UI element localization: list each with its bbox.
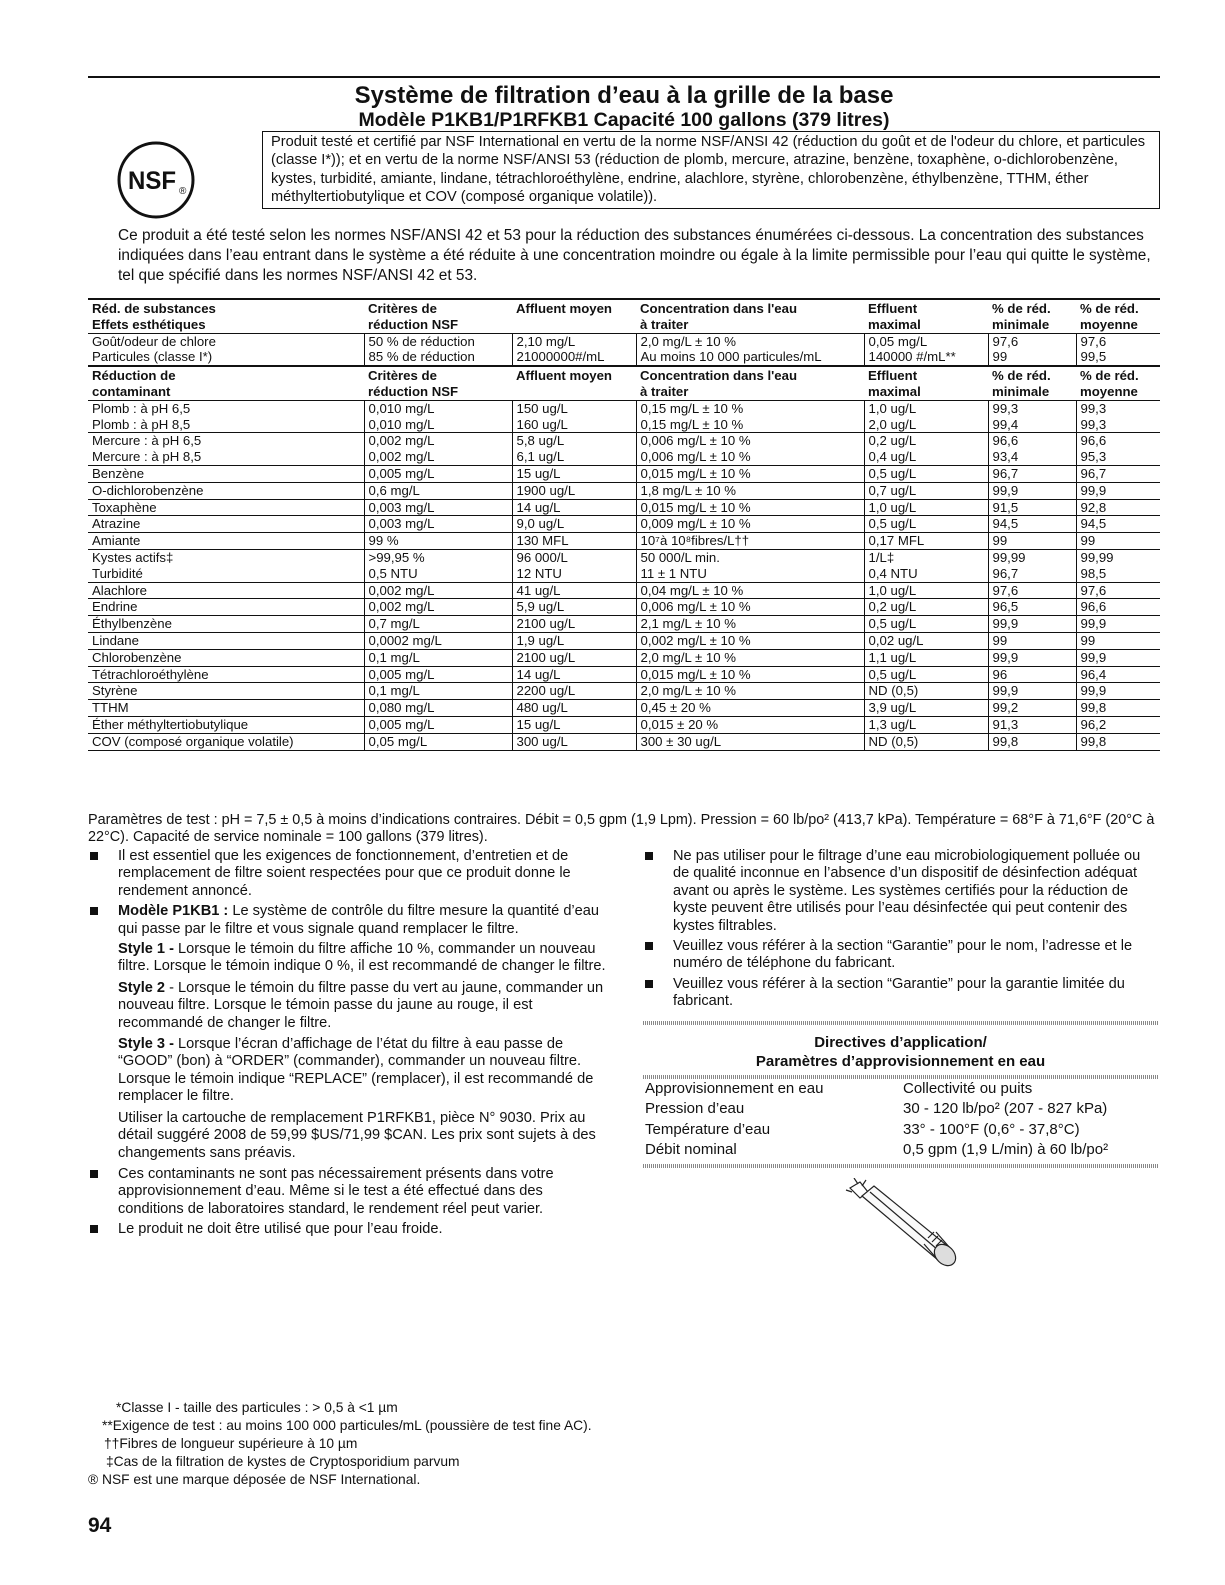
table-cell: 0,002 mg/L ± 10 % <box>636 632 864 649</box>
table-cell: O-dichlorobenzène <box>88 482 364 499</box>
table-cell: 2,1 mg/L ± 10 % <box>636 616 864 633</box>
table-cell: Amiante <box>88 533 364 550</box>
filter-cartridge-icon <box>838 1178 968 1288</box>
table-cell: 0,5 gpm (1,9 L/min) à 60 lb/po² <box>903 1141 1109 1159</box>
table-cell: 1,0 ug/L <box>864 499 988 516</box>
table-row <box>88 516 1160 533</box>
column-header: % de réd. moyenne <box>1080 368 1139 399</box>
table-cell: 1,9 ug/L <box>512 632 636 649</box>
table-cell: Alachlore <box>88 582 364 599</box>
table-cell: 94,5 <box>988 516 1076 533</box>
table-cell: 96,2 <box>1076 716 1160 733</box>
table-cell: 96,6 93,4 <box>988 433 1076 466</box>
style-1-paragraph: Style 1 - Lorsque le témoin du filtre affiche 10 %, commander un nouveau filtre. Lorsque le témoin indique 0 %, il est recommandé de changer le filtre. <box>118 941 606 975</box>
table-cell: 99,9 <box>988 649 1076 666</box>
table-cell: 150 ug/L 160 ug/L <box>512 400 636 433</box>
nsf-logo-icon <box>116 140 196 220</box>
page-title: Système de filtration d’eau à la grille de la base <box>354 82 894 109</box>
table-cell: Kystes actifs‡ Turbidité <box>88 549 364 582</box>
table-cell: 1,3 ug/L <box>864 716 988 733</box>
list-item <box>643 848 1158 935</box>
bullet-text: Le système de contrôle du filtre mesure la quantité d’eau qui passe par le filtre et vous signale quand remplacer le filtre. <box>118 903 600 937</box>
table-cell: 99,99 98,5 <box>1076 549 1160 582</box>
table-row <box>643 1079 1158 1100</box>
table-header-contaminant <box>88 366 1160 400</box>
column-header: % de réd. minimale <box>992 301 1051 332</box>
table-cell: 5,8 ug/L 6,1 ug/L <box>512 433 636 466</box>
table-cell: 0,2 ug/L <box>864 599 988 616</box>
table-cell: 99 <box>1076 533 1160 550</box>
table-row <box>88 533 1160 550</box>
table-cell: 94,5 <box>1076 516 1160 533</box>
column-header: Concentration dans l'eau à traiter <box>640 368 798 399</box>
table-cell: 2100 ug/L <box>512 649 636 666</box>
table-cell: 99,9 <box>988 683 1076 700</box>
table-cell: ND (0,5) <box>864 683 988 700</box>
test-parameters: Paramètres de test : pH = 7,5 ± 0,5 à moins d’indications contraires. Débit = 0,5 gpm (1,9 Lpm). Pression = 60 lb/po² (413,7 kPa). Température = 68°F à 71,6°F (20°C à 22°C). Capacité de service nominale = 100 gallons (379 litres). <box>88 812 1155 845</box>
table-cell: 0,6 mg/L <box>364 482 512 499</box>
application-title: Directives d’application/ <box>814 1033 987 1051</box>
footnote: *Classe I - taille des particules : > 0,5 à <1 µm <box>116 1400 398 1415</box>
application-table <box>643 1079 1158 1161</box>
table-row <box>643 1120 1158 1141</box>
table-cell: Toxaphène <box>88 499 364 516</box>
application-subtitle: Paramètres d’approvisionnement en eau <box>755 1052 1046 1070</box>
table-cell: 99,3 99,3 <box>1076 400 1160 433</box>
table-cell: 99,2 <box>988 700 1076 717</box>
table-cell: 96,7 <box>1076 465 1160 482</box>
table-cell: 99,9 <box>1076 482 1160 499</box>
table-cell: 0,010 mg/L 0,010 mg/L <box>364 400 512 433</box>
table-cell: 5,9 ug/L <box>512 599 636 616</box>
table-row <box>88 482 1160 499</box>
column-header: Réd. de substances Effets esthétiques <box>92 301 216 332</box>
table-cell: 2,10 mg/L 21000000#/mL <box>512 333 636 366</box>
table-cell: TTHM <box>88 700 364 717</box>
nsf-logo-mark: ® <box>179 186 187 197</box>
list-item <box>88 848 608 900</box>
table-cell: 99,8 <box>988 733 1076 750</box>
table-cell: 97,6 <box>988 582 1076 599</box>
table-cell: 97,6 99 <box>988 333 1076 366</box>
table-cell: 0,006 mg/L ± 10 % 0,006 mg/L ± 10 % <box>636 433 864 466</box>
table-cell: 0,05 mg/L <box>364 733 512 750</box>
footnotes <box>88 1399 988 1489</box>
list-item <box>643 976 1158 1011</box>
table-cell: 0,5 ug/L <box>864 516 988 533</box>
table-cell: 0,015 ± 20 % <box>636 716 864 733</box>
table-cell: 3,9 ug/L <box>864 700 988 717</box>
table-cell: 0,5 ug/L <box>864 465 988 482</box>
table-row <box>88 700 1160 717</box>
table-cell: 99,9 <box>1076 649 1160 666</box>
footnote: ‡Cas de la filtration de kystes de Cryptosporidium parvum <box>106 1454 460 1469</box>
style-3-paragraph: Style 3 - Lorsque l’écran d’affichage de l’état du filtre à eau passe de “GOOD” (bon) à “ORDER” (commander), commander un nouveau filtre. Lorsque le témoin indique “REPLACE” (remplacer), il est recommandé de remplacer le filtre. <box>118 1036 594 1105</box>
column-header: Critères de réduction NSF <box>368 301 459 332</box>
table-cell: Éther méthyltertiobutylique <box>88 716 364 733</box>
model-label: Modèle P1KB1 : <box>118 903 229 920</box>
table-cell: COV (composé organique volatile) <box>88 733 364 750</box>
divider <box>643 1021 1158 1025</box>
column-header: Réduction de contaminant <box>92 368 176 399</box>
table-cell: 2,0 mg/L ± 10 % <box>636 649 864 666</box>
column-header: Affluent moyen <box>516 301 612 316</box>
table-cell: 480 ug/L <box>512 700 636 717</box>
table-cell: 0,002 mg/L 0,002 mg/L <box>364 433 512 466</box>
table-row <box>88 616 1160 633</box>
table-row <box>88 599 1160 616</box>
table-cell: 15 ug/L <box>512 716 636 733</box>
table-cell: 2,0 mg/L ± 10 % Au moins 10 000 particules/mL <box>636 333 864 366</box>
footnote: **Exigence de test : au moins 100 000 particules/mL (poussière de test fine AC). <box>102 1418 592 1433</box>
table-cell: Température d’eau <box>645 1120 771 1138</box>
table-row <box>88 582 1160 599</box>
left-column <box>88 848 608 1242</box>
table-cell: 0,080 mg/L <box>364 700 512 717</box>
table-cell: 1,0 ug/L <box>864 582 988 599</box>
certification-box: Produit testé et certifié par NSF International en vertu de la norme NSF/ANSI 42 (réduction du goût et de l'odeur du chlore, et particules (classe I*)); et en vertu de la norme NSF/ANSI 53 (réduction de plomb, mercure, atrazine, benzène, toxaphène, o-dichlorobenzène, kystes, turbidité, amiante, lindane, tétrachloroéthylène, endrine, alachlore, styrène, chlorobenzène, éthylbenzène, TTHM, éther méthyltertiobutylique et COV (composé organique volatile)). <box>262 131 1160 209</box>
table-cell: Goût/odeur de chlore Particules (classe I*) <box>88 333 364 366</box>
table-row <box>643 1099 1158 1120</box>
table-cell: Débit nominal <box>645 1141 737 1159</box>
bullet-text: Le produit ne doit être utilisé que pour l’eau froide. <box>118 1221 443 1238</box>
table-cell: 1,1 ug/L <box>864 649 988 666</box>
table-cell: 99 <box>988 533 1076 550</box>
table-cell: 99,9 <box>1076 616 1160 633</box>
table-cell: 15 ug/L <box>512 465 636 482</box>
table-cell: 97,6 99,5 <box>1076 333 1160 366</box>
table-cell: 41 ug/L <box>512 582 636 599</box>
table-cell: Plomb : à pH 6,5 Plomb : à pH 8,5 <box>88 400 364 433</box>
table-cell: 50 % de réduction 85 % de réduction <box>364 333 512 366</box>
table-cell: 0,45 ± 20 % <box>636 700 864 717</box>
table-cell: 0,003 mg/L <box>364 499 512 516</box>
table-cell: 99,9 <box>1076 683 1160 700</box>
table-cell: 30 - 120 lb/po² (207 - 827 kPa) <box>903 1100 1108 1118</box>
right-column <box>643 848 1158 1168</box>
bullet-text: Veuillez vous référer à la section “Garantie” pour la garantie limitée du fabricant. <box>673 975 1125 1010</box>
column-header: Concentration dans l'eau à traiter <box>640 301 798 332</box>
table-cell: 2,0 mg/L ± 10 % <box>636 683 864 700</box>
table-cell: 130 MFL <box>512 533 636 550</box>
table-cell: Pression d’eau <box>645 1100 745 1118</box>
page-number: 94 <box>88 1514 112 1537</box>
table-cell: 0,04 mg/L ± 10 % <box>636 582 864 599</box>
table-cell: 99,9 <box>988 482 1076 499</box>
table-row <box>88 549 1160 582</box>
table-row <box>88 465 1160 482</box>
table-cell: 96,6 <box>1076 599 1160 616</box>
table-cell: Endrine <box>88 599 364 616</box>
table-cell: 1,8 mg/L ± 10 % <box>636 482 864 499</box>
table-cell: 99,8 <box>1076 700 1160 717</box>
table-cell: 10⁷à 10⁸fibres/L†† <box>636 533 864 550</box>
bullet-text: Ne pas utiliser pour le filtrage d’une eau microbiologiquement polluée ou de qualité inconnue en l’absence d’un dispositif de désinfection adéquat avant ou après le système. Les systèmes certifiés pour la réduction de kyste peuvent être utilisés pour l’eau désinfectée qui peut contenir des kystes filtrables. <box>673 848 1141 934</box>
table-cell: 9,0 ug/L <box>512 516 636 533</box>
table-cell: 96 <box>988 666 1076 683</box>
table-cell: 0,002 mg/L <box>364 582 512 599</box>
table-cell: 99,8 <box>1076 733 1160 750</box>
table-cell: 0,7 mg/L <box>364 616 512 633</box>
table-cell: 2200 ug/L <box>512 683 636 700</box>
table-cell: 0,005 mg/L <box>364 465 512 482</box>
list-item <box>88 1166 608 1218</box>
table-cell: 99,3 99,4 <box>988 400 1076 433</box>
table-cell: 2100 ug/L <box>512 616 636 633</box>
table-cell: 96,7 <box>988 465 1076 482</box>
table-cell: 0,17 MFL <box>864 533 988 550</box>
table-cell: 97,6 <box>1076 582 1160 599</box>
table-cell: 99 <box>988 632 1076 649</box>
column-header: % de réd. moyenne <box>1080 301 1139 332</box>
bullet-text: Veuillez vous référer à la section “Garantie” pour le nom, l’adresse et le numéro de téléphone du fabricant. <box>673 938 1133 972</box>
column-header: Effluent maximal <box>868 368 921 399</box>
table-cell: 99 % <box>364 533 512 550</box>
table-cell: ND (0,5) <box>864 733 988 750</box>
table-cell: 50 000/L min. 11 ± 1 NTU <box>636 549 864 582</box>
table-cell: 91,3 <box>988 716 1076 733</box>
table-row <box>88 499 1160 516</box>
table-cell: 33° - 100°F (0,6° - 37,8°C) <box>903 1120 1080 1138</box>
table-header-aesthetic <box>88 299 1160 333</box>
table-cell: 99 <box>1076 632 1160 649</box>
nsf-logo-text: NSF <box>128 167 176 195</box>
table-row <box>88 333 1160 366</box>
table-row <box>643 1140 1158 1161</box>
replacement-paragraph: Utiliser la cartouche de remplacement P1RFKB1, pièce N° 9030. Prix au détail suggéré 2008 de 59,99 $US/71,99 $CAN. Les prix sont sujets à des changements sans préavis. <box>118 1109 596 1161</box>
table-cell: Benzène <box>88 465 364 482</box>
table-cell: 0,002 mg/L <box>364 599 512 616</box>
table-cell: 91,5 <box>988 499 1076 516</box>
table-cell: 1900 ug/L <box>512 482 636 499</box>
table-cell: Éthylbenzène <box>88 616 364 633</box>
table-cell: Styrène <box>88 683 364 700</box>
footnote: ††Fibres de longueur supérieure à 10 µm <box>104 1436 358 1451</box>
substances-table <box>88 298 1160 751</box>
table-cell: 0,02 ug/L <box>864 632 988 649</box>
column-header: Effluent maximal <box>868 301 921 332</box>
table-cell: Mercure : à pH 6,5 Mercure : à pH 8,5 <box>88 433 364 466</box>
footnote: ® NSF est une marque déposée de NSF International. <box>88 1472 421 1487</box>
table-cell: 99,9 <box>988 616 1076 633</box>
table-row <box>88 666 1160 683</box>
table-cell: 0,015 mg/L ± 10 % <box>636 465 864 482</box>
table-cell: 0,009 mg/L ± 10 % <box>636 516 864 533</box>
table-cell: 0,015 mg/L ± 10 % <box>636 666 864 683</box>
table-cell: Lindane <box>88 632 364 649</box>
table-cell: 0,2 ug/L 0,4 ug/L <box>864 433 988 466</box>
table-cell: 0,0002 mg/L <box>364 632 512 649</box>
table-row <box>88 632 1160 649</box>
table-cell: 96,6 95,3 <box>1076 433 1160 466</box>
table-cell: 0,005 mg/L <box>364 666 512 683</box>
table-cell: 0,003 mg/L <box>364 516 512 533</box>
table-cell: 0,7 ug/L <box>864 482 988 499</box>
table-cell: 300 ± 30 ug/L <box>636 733 864 750</box>
table-cell: 99,99 96,7 <box>988 549 1076 582</box>
table-cell: Atrazine <box>88 516 364 533</box>
table-row <box>88 649 1160 666</box>
column-header: Affluent moyen <box>516 368 612 384</box>
table-cell: 0,15 mg/L ± 10 % 0,15 mg/L ± 10 % <box>636 400 864 433</box>
table-cell: 92,8 <box>1076 499 1160 516</box>
style-2-paragraph: Style 2 - Lorsque le témoin du filtre passe du vert au jaune, commander un nouveau filtre. Lorsque le témoin passe du jaune au rouge, il est recommandé de changer le filtre. <box>118 979 604 1031</box>
intro-paragraph: Ce produit a été testé selon les normes NSF/ANSI 42 et 53 pour la réduction des substances énumérées ci-dessous. La concentration des substances indiquées dans l’eau entrant dans le système a été réduite à une concentration moindre ou égale à la limite permissible pour l’eau qui quitte le système, tel que spécifié dans les normes NSF/ANSI 42 et 53. <box>118 227 1151 284</box>
table-cell: 0,5 ug/L <box>864 666 988 683</box>
table-row <box>88 683 1160 700</box>
table-cell: Approvisionnement en eau <box>645 1079 824 1097</box>
table-cell: Chlorobenzène <box>88 649 364 666</box>
table-cell: 300 ug/L <box>512 733 636 750</box>
top-rule <box>88 76 1160 78</box>
list-item <box>643 938 1158 973</box>
bullet-text: Il est essentiel que les exigences de fonctionnement, d’entretien et de remplacement de filtre soient respectées pour que ce produit donne le rendement annoncé. <box>118 848 571 899</box>
table-cell: 0,006 mg/L ± 10 % <box>636 599 864 616</box>
table-cell: 96 000/L 12 NTU <box>512 549 636 582</box>
table-cell: 14 ug/L <box>512 499 636 516</box>
table-cell: 14 ug/L <box>512 666 636 683</box>
table-cell: 0,005 mg/L <box>364 716 512 733</box>
table-cell: 96,5 <box>988 599 1076 616</box>
list-item <box>88 903 608 938</box>
table-row <box>88 716 1160 733</box>
page-subtitle: Modèle P1KB1/P1RFKB1 Capacité 100 gallons (379 litres) <box>358 109 890 131</box>
table-cell: >99,95 % 0,5 NTU <box>364 549 512 582</box>
table-cell: Tétrachloroéthylène <box>88 666 364 683</box>
bullet-text: Ces contaminants ne sont pas nécessairement présents dans votre approvisionnement d’eau. Même si le test a été effectué dans des conditions de laboratoires standard, le rendement réel peut varier. <box>118 1165 554 1217</box>
table-cell: Collectivité ou puits <box>903 1079 1033 1097</box>
divider <box>643 1164 1158 1168</box>
table-cell: 0,05 mg/L 140000 #/mL** <box>864 333 988 366</box>
table-cell: 0,1 mg/L <box>364 649 512 666</box>
table-cell: 1/L‡ 0,4 NTU <box>864 549 988 582</box>
table-cell: 96,4 <box>1076 666 1160 683</box>
column-header: Critères de réduction NSF <box>368 368 459 399</box>
column-header: % de réd. minimale <box>992 368 1051 399</box>
table-cell: 0,015 mg/L ± 10 % <box>636 499 864 516</box>
table-row <box>88 433 1160 466</box>
table-row <box>88 733 1160 750</box>
table-cell: 1,0 ug/L 2,0 ug/L <box>864 400 988 433</box>
list-item <box>88 1221 608 1238</box>
table-row <box>88 400 1160 433</box>
table-cell: 0,5 ug/L <box>864 616 988 633</box>
table-cell: 0,1 mg/L <box>364 683 512 700</box>
